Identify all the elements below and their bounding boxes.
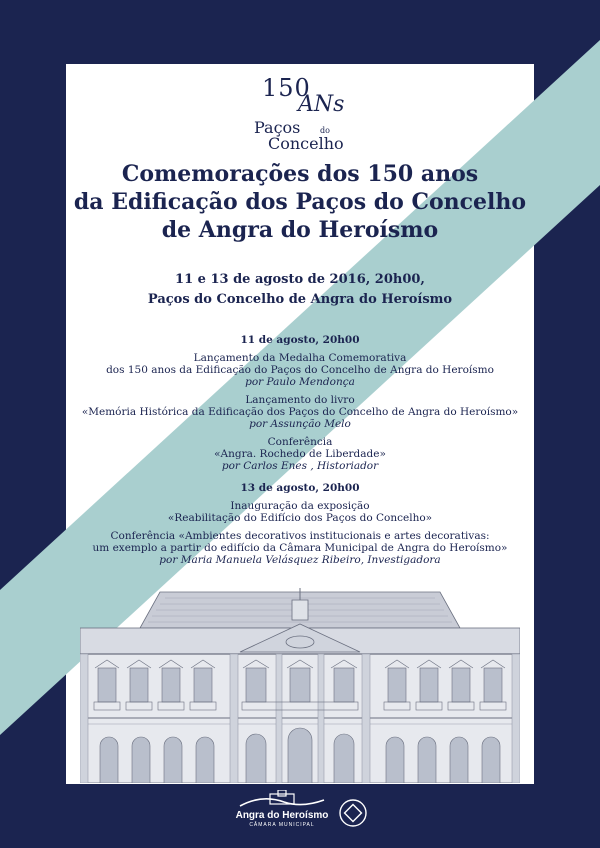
logo-number: 150 xyxy=(262,74,311,102)
event-date-location xyxy=(68,270,532,310)
item-author: por Assunção Melo xyxy=(249,418,351,430)
title-line-1: Comemorações dos 150 anos xyxy=(121,161,479,187)
poster-title xyxy=(68,160,532,244)
castle-emblem-icon xyxy=(232,790,332,810)
title-line-2: da Edificação dos Paços do Concelho xyxy=(73,189,527,215)
municipality-name: Angra do Heroísmo xyxy=(235,810,329,821)
item-detail: «Reabilitação do Edifício dos Paços do Concelho» xyxy=(167,512,433,524)
town-hall-illustration xyxy=(80,588,520,783)
item-title: Lançamento do livro xyxy=(245,394,355,406)
program-item xyxy=(68,436,532,472)
program-item xyxy=(68,500,532,524)
item-detail: «Angra. Rochedo de Liberdade» xyxy=(214,448,386,460)
municipality-logo xyxy=(232,790,332,830)
item-detail: «Memória Histórica da Edificação dos Paços do Concelho de Angra do Heroísmo» xyxy=(81,406,519,418)
logo-do: do xyxy=(320,126,330,135)
program-schedule xyxy=(68,334,532,572)
event-date: 11 e 13 de agosto de 2016, 20h00, xyxy=(175,272,425,287)
municipality-subtitle: CÂMARA MUNICIPAL xyxy=(249,822,315,828)
day-heading-2: 13 de agosto, 20h00 xyxy=(240,482,360,494)
event-location: Paços do Concelho de Angra do Heroísmo xyxy=(147,292,453,307)
item-author: por Carlos Enes , Historiador xyxy=(221,460,379,472)
item-title: Lançamento da Medalha Comemorativa xyxy=(193,352,407,364)
logo-pacos: Paços xyxy=(254,118,301,137)
item-title: Inauguração da exposição xyxy=(230,500,370,512)
item-title: Conferência «Ambientes decorativos institucionais e artes decorativas: xyxy=(110,530,490,542)
world-heritage-emblem-icon xyxy=(338,798,368,828)
program-item xyxy=(68,530,532,566)
item-author: por Maria Manuela Velásquez Ribeiro, Investigadora xyxy=(159,554,441,566)
logo-anos: ANs xyxy=(298,92,345,117)
program-item xyxy=(68,352,532,388)
item-detail: um exemplo a partir do edifício da Câmara Municipal de Angra do Heroísmo» xyxy=(92,542,508,554)
item-title: Conferência xyxy=(267,436,333,448)
title-line-3: de Angra do Heroísmo xyxy=(161,217,439,243)
anniversary-logo xyxy=(240,74,360,154)
logo-concelho: Concelho xyxy=(268,134,344,153)
item-author: por Paulo Mendonça xyxy=(245,376,355,388)
item-detail: dos 150 anos da Edificação do Paços do Concelho de Angra do Heroísmo xyxy=(106,364,494,376)
program-item xyxy=(68,394,532,430)
day-heading-1: 11 de agosto, 20h00 xyxy=(240,334,360,346)
